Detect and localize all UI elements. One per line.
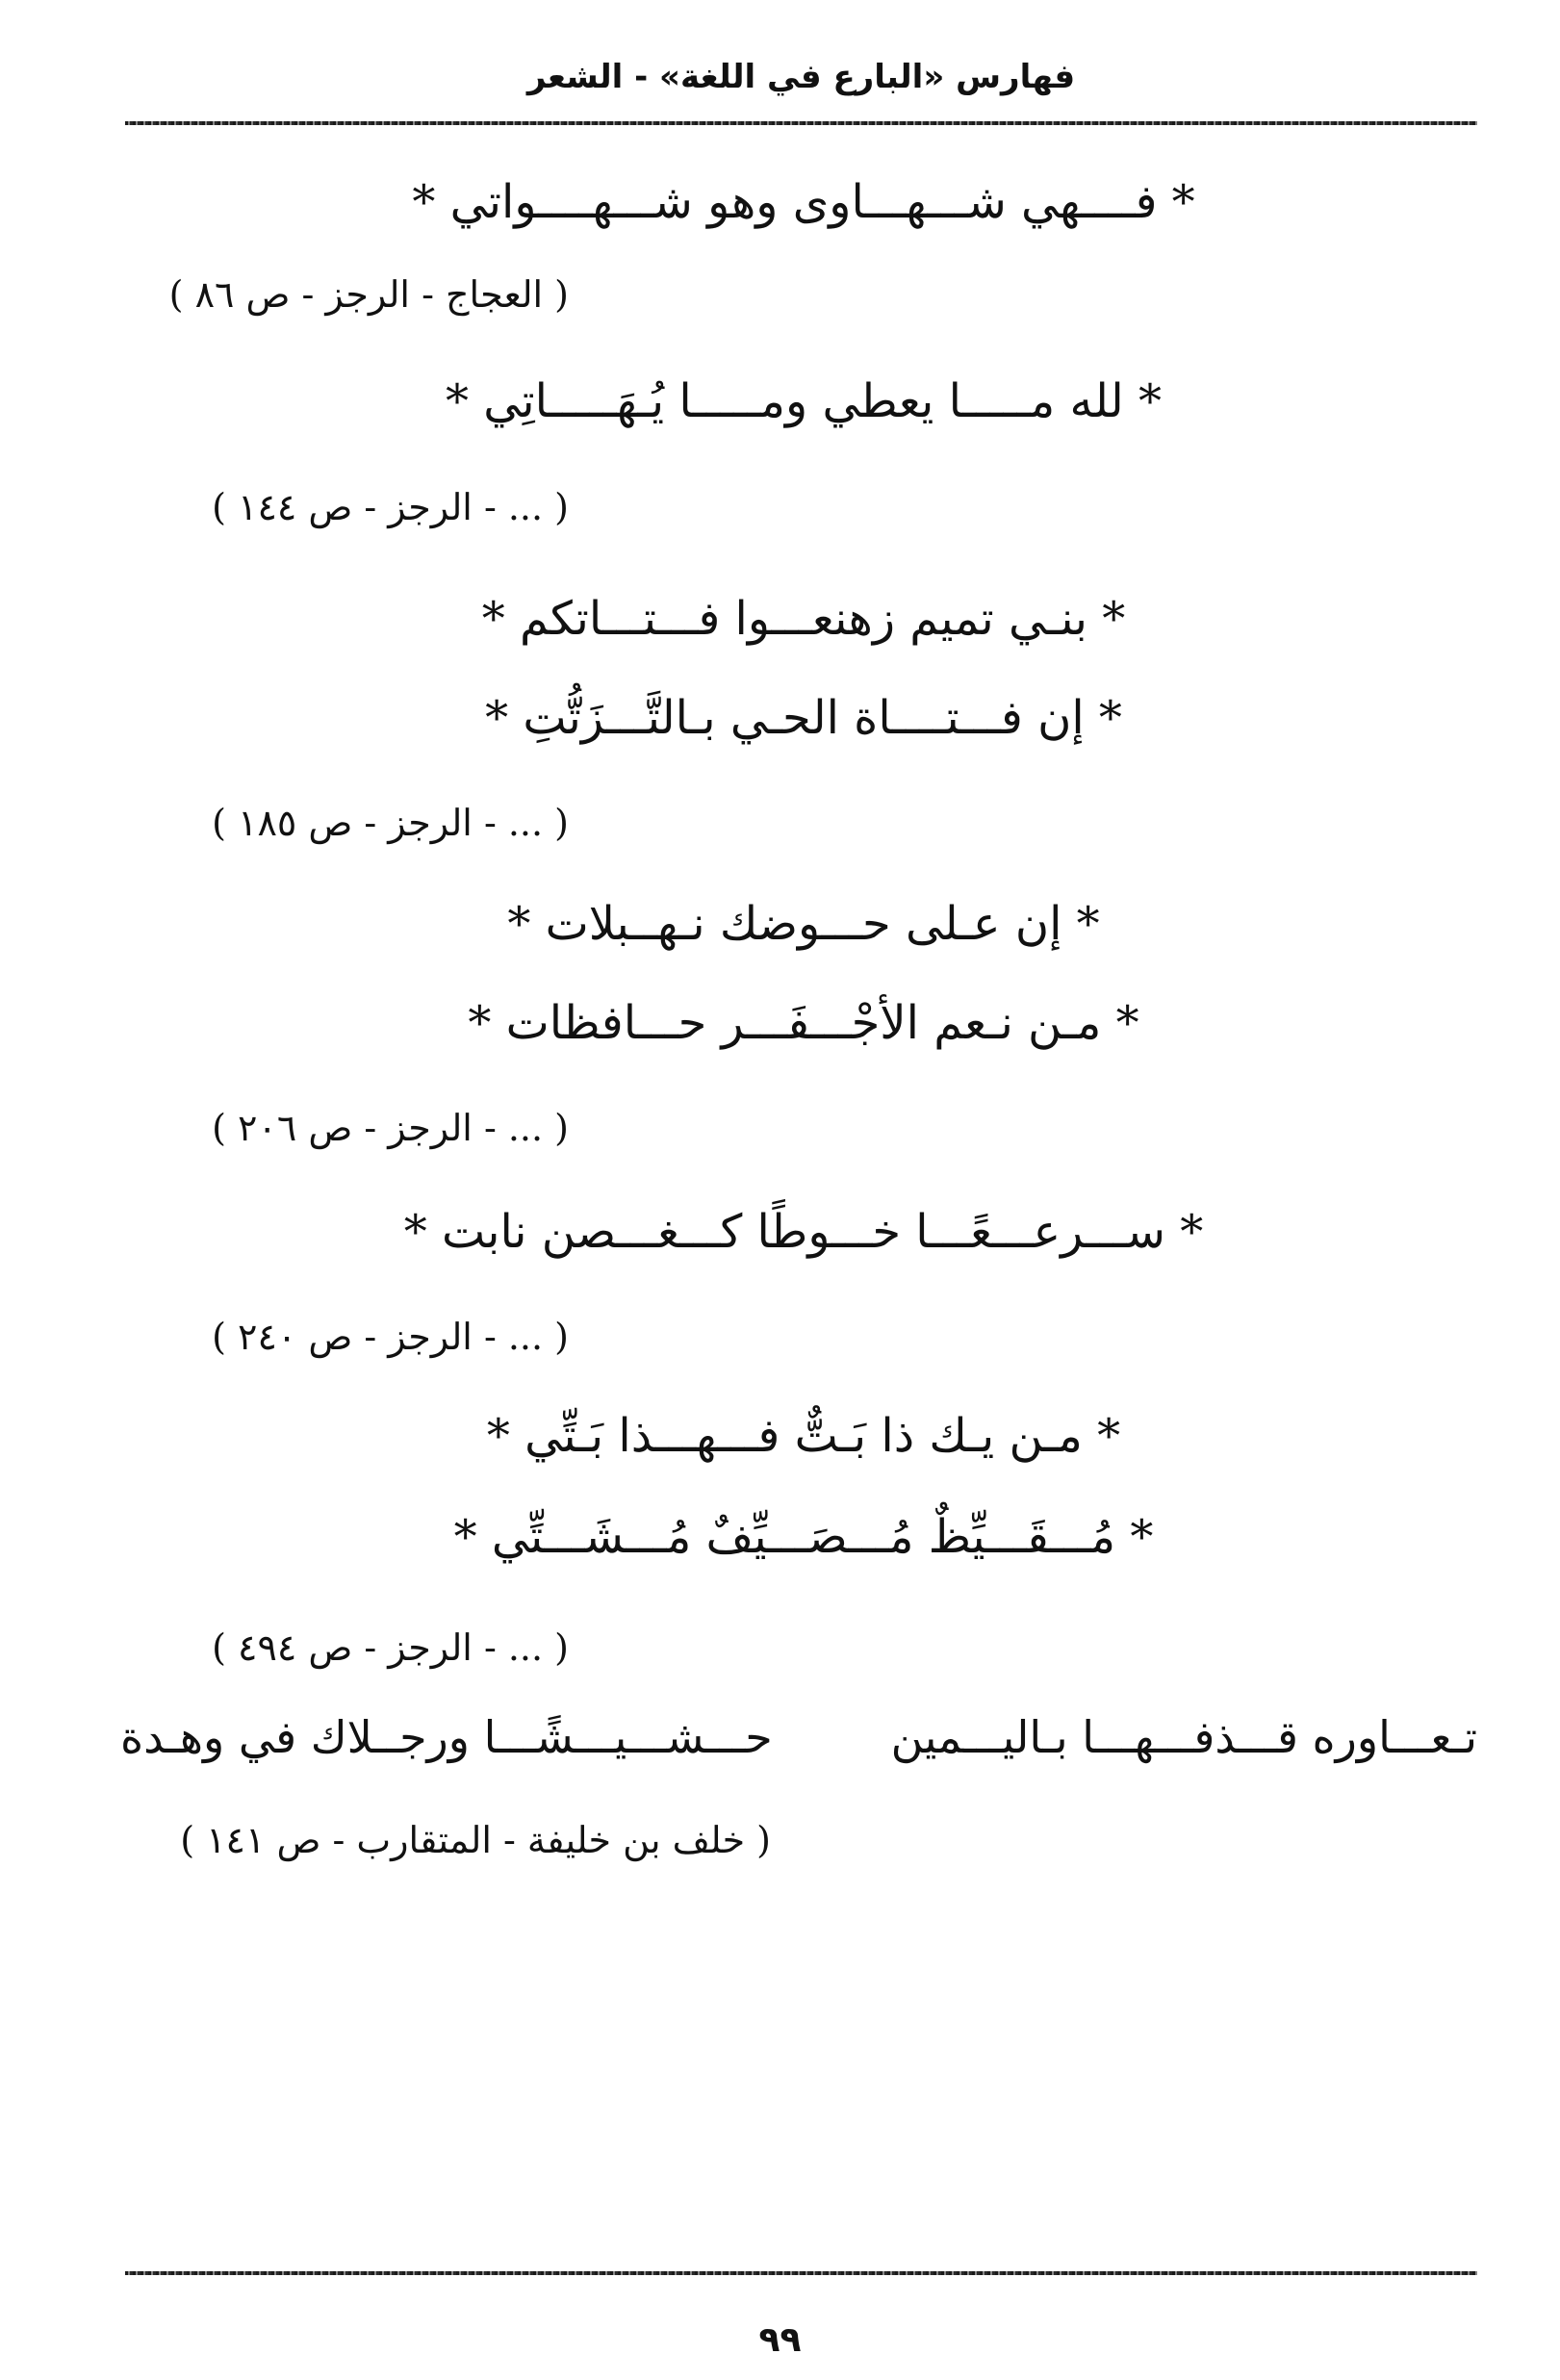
verse-line: * بنـي تميم زهنعـــوا فـــتـــاتكم * (481, 592, 1126, 646)
verse-line: * مـن نـعم الأجْـــفَـــر حـــافظات * (468, 996, 1139, 1050)
verse-source: ( خلف بن خليفة - المتقارب - ص ١٤١ ) (180, 1819, 771, 1861)
verse-line: * إن عـلى حـــوضك نـهــبلات * (507, 897, 1100, 951)
page-number: ٩٩ (758, 2320, 802, 2360)
running-header: فهارس «البارع في اللغة» - الشعر (526, 58, 1076, 96)
verse-line: * لله مـــــا يعطي ومـــــا يُـهَـــــاتِي * (445, 374, 1163, 428)
verse-source: ( ... - الرجز - ص ١٨٥ ) (212, 802, 569, 844)
verse-source: ( ... - الرجز - ص ٤٩٤ ) (212, 1626, 569, 1669)
verse-line: * إن فـــتــــاة الحـي بـالتَّـــزَتُّتِ * (485, 691, 1122, 745)
verse-source: ( ... - الرجز - ص ١٤٤ ) (212, 486, 569, 528)
verse-line: * مُـــقَـــيِّظٌ مُـــصَـــيِّفٌ مُـــشَـــتِّي * (453, 1510, 1154, 1564)
verse-couplet (120, 1708, 1477, 1766)
verse-source: ( ... - الرجز - ص ٢٤٠ ) (212, 1316, 569, 1358)
verse-line: * مـن يـك ذا بَـتٌّ فـــهـــذا بَـتِّي * (486, 1409, 1121, 1463)
verse-line: * فــــهي شـــهـــاوى وهو شـــهــــواتي * (412, 175, 1195, 229)
first-hemistich: تـعـــاوره قـــذفـــهـــا بـاليـــمين (890, 1711, 1477, 1763)
footer-rule (125, 2271, 1477, 2275)
verse-source: ( العجاج - الرجز - ص ٨٦ ) (168, 273, 569, 316)
verse-line: * ســـرعـــعًـــا خـــوطًا كـــغـــصن نابت * (403, 1205, 1204, 1259)
second-hemistich: حـــشـــيـــشًـــا ورجــلاك في وهـدة (120, 1711, 773, 1763)
header-rule (125, 121, 1477, 125)
verse-source: ( ... - الرجز - ص ٢٠٦ ) (212, 1107, 569, 1149)
